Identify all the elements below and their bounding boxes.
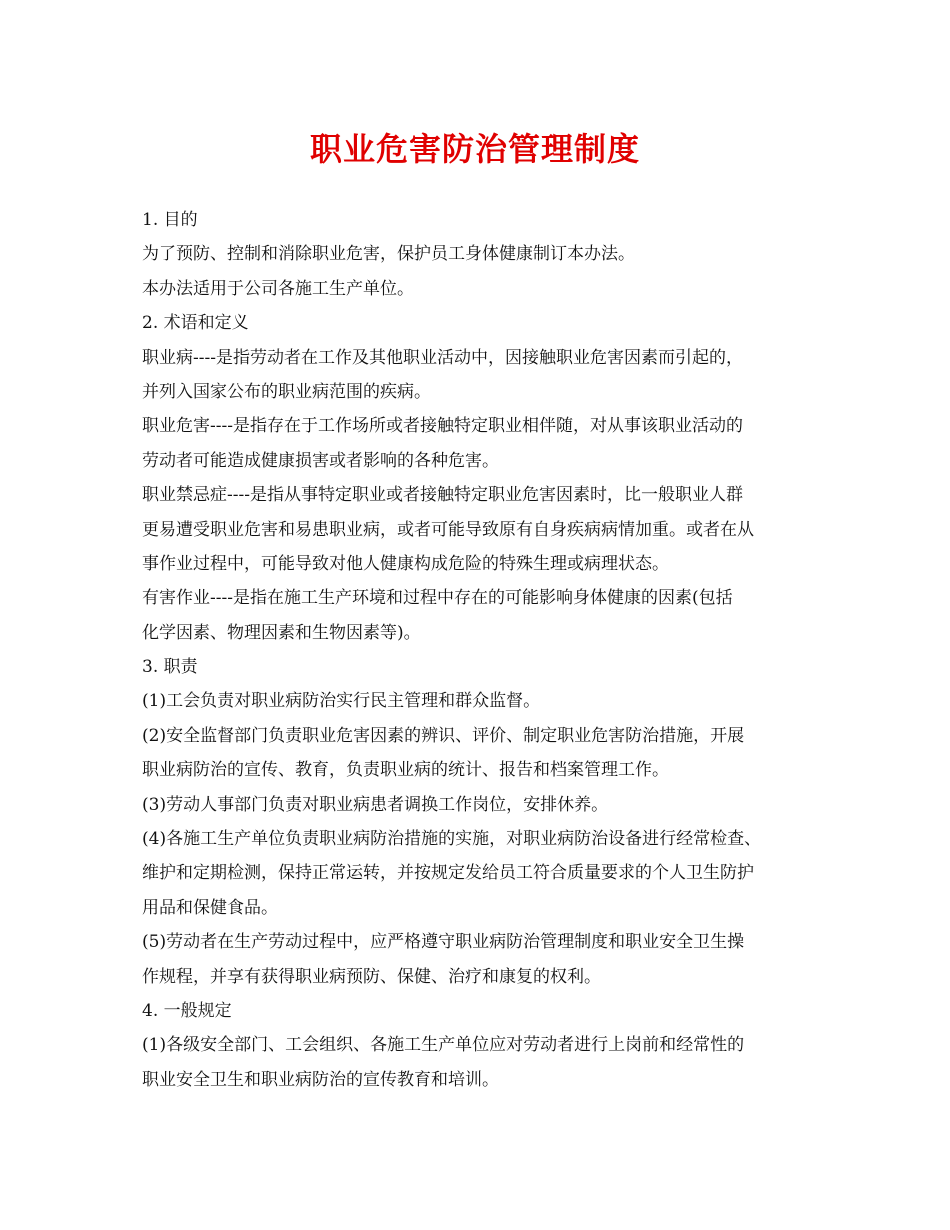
body-line: 职业安全卫生和职业病防治的宣传教育和培训。 <box>142 1069 499 1090</box>
body-line: 本办法适用于公司各施工生产单位。 <box>142 278 414 299</box>
section-heading-terms: 2. 术语和定义 <box>142 313 249 334</box>
body-line: 用品和保健食品。 <box>142 897 278 918</box>
body-line: (2)安全监督部门负责职业危害因素的辨识、评价、制定职业危害防治措施，开展 <box>142 725 745 746</box>
body-line: (1)各级安全部门、工会组织、各施工生产单位应对劳动者进行上岗前和经常性的 <box>142 1035 745 1056</box>
body-line: 职业禁忌症----是指从事特定职业或者接触特定职业危害因素时，比一般职业人群 <box>142 485 743 506</box>
body-line: (5)劳动者在生产劳动过程中，应严格遵守职业病防治管理制度和职业安全卫生操 <box>142 932 745 953</box>
body-line: 并列入国家公布的职业病范围的疾病。 <box>142 381 431 402</box>
body-line: (1)工会负责对职业病防治实行民主管理和群众监督。 <box>142 691 541 712</box>
body-line: 职业病防治的宣传、教育，负责职业病的统计、报告和档案管理工作。 <box>142 760 669 781</box>
body-line: 职业病----是指劳动者在工作及其他职业活动中，因接触职业危害因素而引起的， <box>142 347 743 368</box>
section-heading-general-rules: 4. 一般规定 <box>142 1000 232 1021</box>
document-title: 职业危害防治管理制度 <box>309 130 640 168</box>
body-line: 劳动者可能造成健康损害或者影响的各种危害。 <box>142 450 499 471</box>
body-line: (3)劳动人事部门负责对职业病患者调换工作岗位，安排休养。 <box>142 794 609 815</box>
section-heading-purpose: 1. 目的 <box>142 210 198 230</box>
body-line: (4)各施工生产单位负责职业病防治措施的实施，对职业病防治设备进行经常检查、 <box>142 829 762 850</box>
body-line: 维护和定期检测，保持正常运转，并按规定发给员工符合质量要求的个人卫生防护 <box>142 863 754 884</box>
body-line: 更易遭受职业危害和易患职业病，或者可能导致原有自身疾病病情加重。或者在从 <box>142 519 754 540</box>
body-line: 事作业过程中，可能导致对他人健康构成危险的特殊生理或病理状态。 <box>142 553 669 574</box>
document-body <box>142 203 822 1097</box>
body-line: 有害作业----是指在施工生产环境和过程中存在的可能影响身体健康的因素(包括 <box>142 588 733 609</box>
section-heading-responsibilities: 3. 职责 <box>142 657 198 678</box>
body-line: 作规程，并享有获得职业病预防、保健、治疗和康复的权利。 <box>142 966 601 987</box>
body-line: 职业危害----是指存在于工作场所或者接触特定职业相伴随，对从事该职业活动的 <box>142 416 743 437</box>
body-line: 为了预防、控制和消除职业危害，保护员工身体健康制订本办法。 <box>142 244 635 265</box>
body-line: 化学因素、物理因素和生物因素等)。 <box>142 622 421 643</box>
